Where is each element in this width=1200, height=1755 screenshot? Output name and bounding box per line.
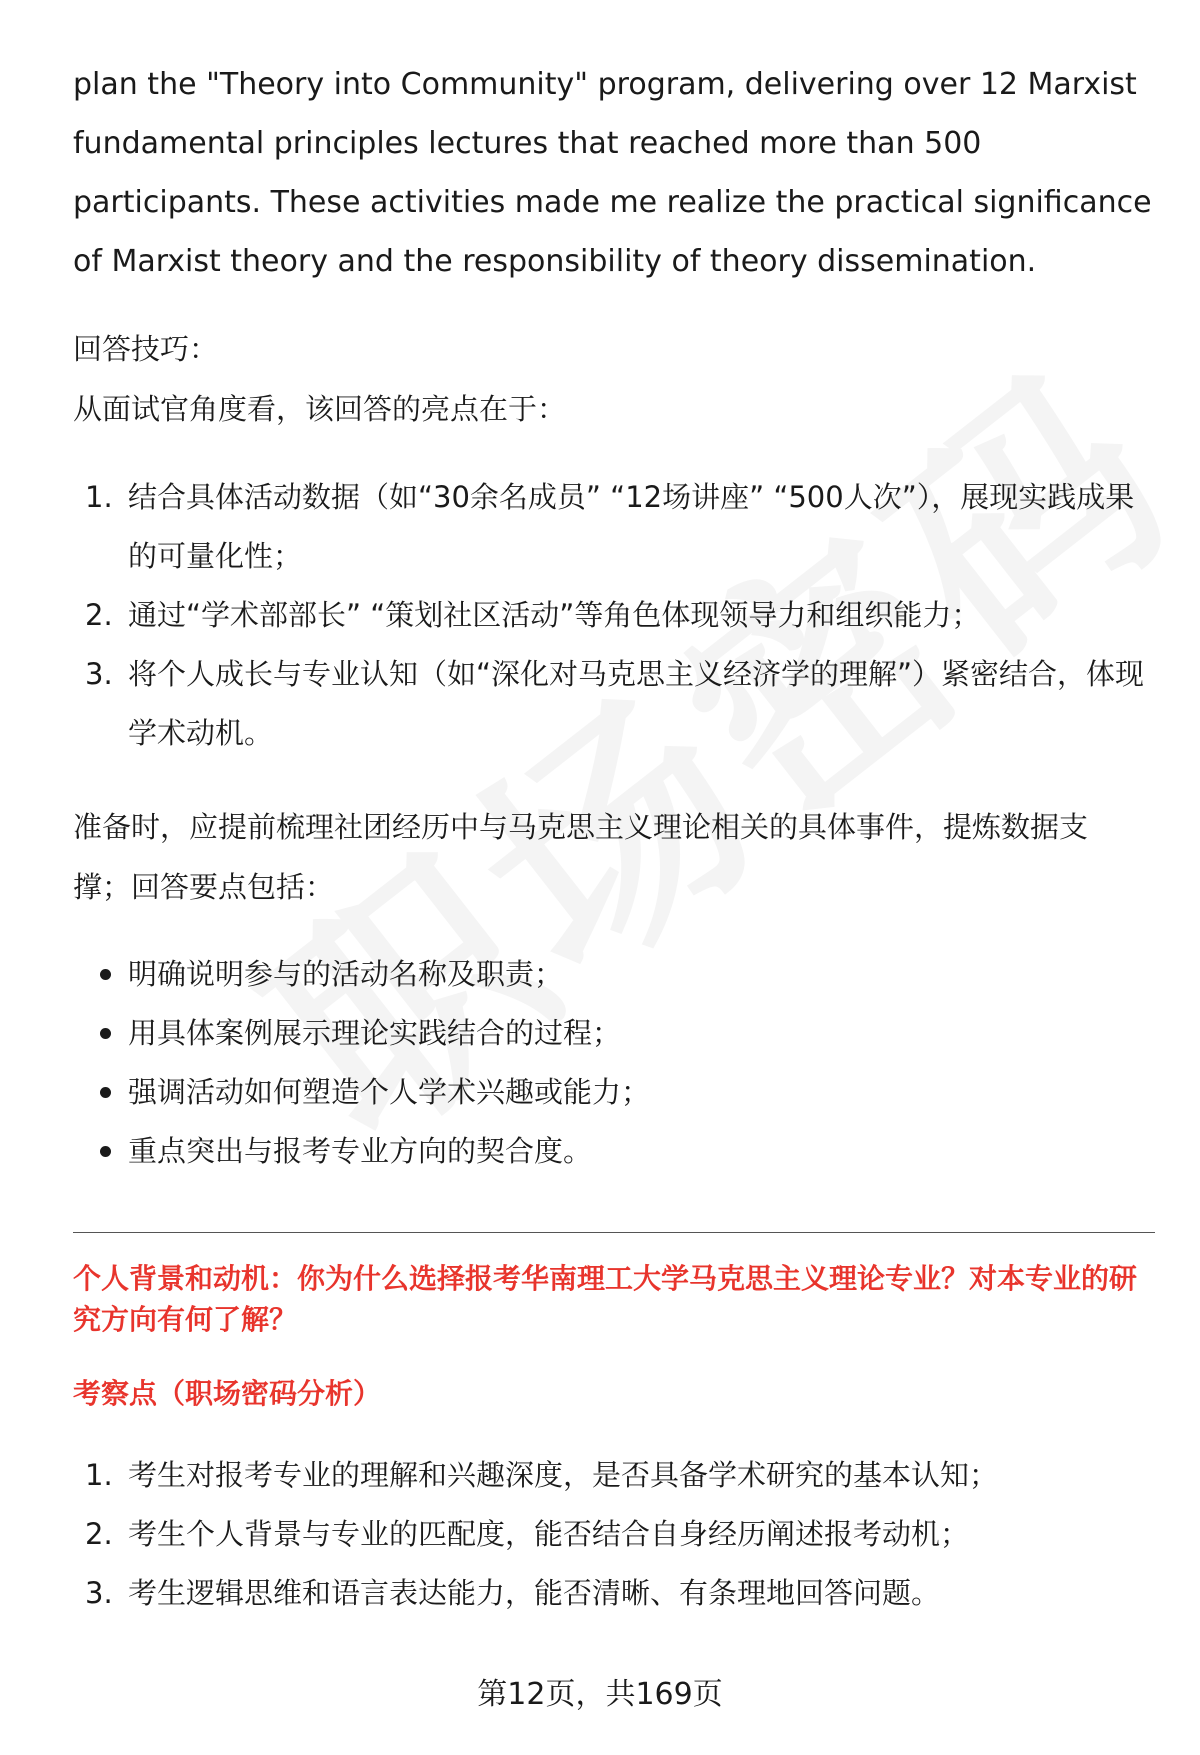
key-points-list bbox=[73, 945, 1163, 1181]
list-item-text: 通过“学术部部长” “策划社区活动”等角色体现领导力和组织能力； bbox=[128, 598, 981, 632]
list-item bbox=[73, 945, 1163, 1004]
list-item bbox=[73, 1122, 1163, 1181]
list-number: 1. bbox=[85, 480, 113, 514]
list-item bbox=[73, 468, 1163, 586]
list-item-text: 考生对报考专业的理解和兴趣深度，是否具备学术研究的基本认知； bbox=[128, 1458, 999, 1492]
list-item-text: 重点突出与报考专业方向的契合度。 bbox=[128, 1134, 593, 1168]
list-number: 3. bbox=[85, 657, 113, 691]
list-item-text: 强调活动如何塑造个人学术兴趣或能力； bbox=[128, 1075, 651, 1109]
list-item bbox=[73, 1446, 1163, 1505]
list-item-text: 用具体案例展示理论实践结合的过程； bbox=[128, 1016, 622, 1050]
list-item bbox=[73, 1063, 1163, 1122]
list-item-text: 将个人成长与专业认知（如“深化对马克思主义经济学的理解”）紧密结合，体现学术动机。 bbox=[128, 657, 1145, 750]
bullet-icon bbox=[100, 1146, 111, 1157]
prep-paragraph: 准备时，应提前梳理社团经历中与马克思主义理论相关的具体事件，提炼数据支撑；回答要点包括： bbox=[73, 810, 1089, 904]
assessment-heading: 考察点（职场密码分析） bbox=[73, 1377, 382, 1410]
list-number: 2. bbox=[85, 1517, 113, 1551]
list-item-text: 结合具体活动数据（如“30余名成员” “12场讲座” “500人次”），展现实践成果的可量化性； bbox=[128, 480, 1135, 573]
tips-list bbox=[73, 468, 1163, 763]
list-item bbox=[73, 1004, 1163, 1063]
bullet-icon bbox=[100, 1028, 111, 1039]
list-item-text: 考生逻辑思维和语言表达能力，能否清晰、有条理地回答问题。 bbox=[128, 1576, 941, 1610]
list-item bbox=[73, 645, 1163, 763]
list-number: 2. bbox=[85, 598, 113, 632]
intro-paragraph: plan the "Theory into Community" program, delivering over 12 Marxist fundamental principles lectures that reached more than 500 participants. These activities made me realize the practical significance of Marxist theory and the responsibility of theory dissemination. bbox=[73, 67, 1152, 279]
tips-label: 回答技巧： bbox=[73, 332, 219, 366]
list-item-text: 明确说明参与的活动名称及职责； bbox=[128, 957, 564, 991]
section-divider bbox=[73, 1232, 1155, 1233]
bullet-icon bbox=[100, 969, 111, 980]
list-item bbox=[73, 1564, 1163, 1623]
page-number-footer: 第12页，共169页 bbox=[477, 1677, 723, 1712]
list-number: 1. bbox=[85, 1458, 113, 1492]
list-item bbox=[73, 1505, 1163, 1564]
assessment-list bbox=[73, 1446, 1163, 1623]
bullet-icon bbox=[100, 1087, 111, 1098]
list-item bbox=[73, 586, 1163, 645]
list-number: 3. bbox=[85, 1576, 113, 1610]
question-heading: 个人背景和动机：你为什么选择报考华南理工大学马克思主义理论专业？对本专业的研究方向有何了解？ bbox=[73, 1262, 1138, 1336]
tips-lead: 从面试官角度看，该回答的亮点在于： bbox=[73, 392, 567, 426]
list-item-text: 考生个人背景与专业的匹配度，能否结合自身经历阐述报考动机； bbox=[128, 1517, 970, 1551]
